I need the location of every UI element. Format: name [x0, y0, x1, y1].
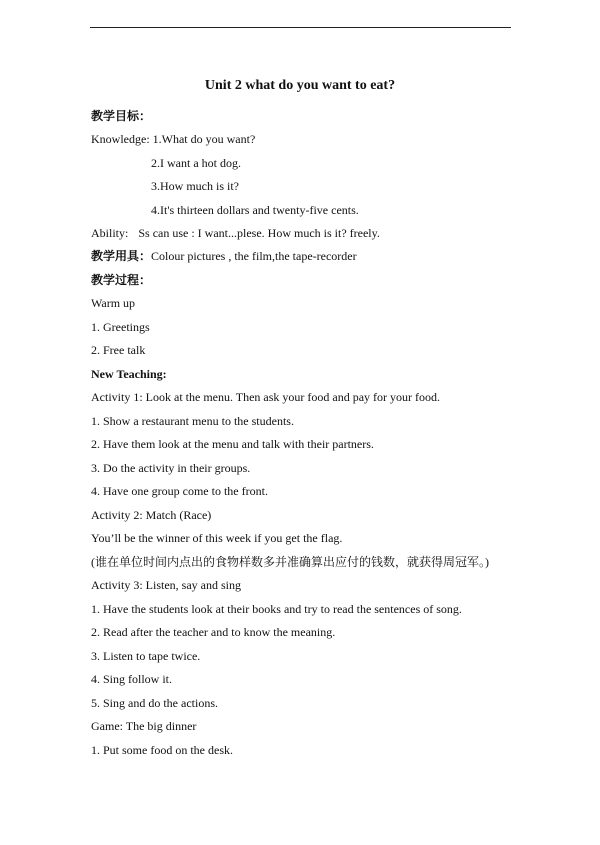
- tools-text: Colour pictures , the film,the tape-recorder: [151, 249, 357, 263]
- activity3-step-4: 4. Sing follow it.: [91, 672, 173, 686]
- knowledge-label: Knowledge:: [91, 132, 150, 146]
- activity1-step-4: 4. Have one group come to the front.: [91, 484, 268, 498]
- activity1-step-2: 2. Have them look at the menu and talk with their partners.: [91, 437, 374, 451]
- game-title: Game: The big dinner: [91, 719, 197, 733]
- document-title: Unit 2 what do you want to eat?: [204, 78, 396, 93]
- knowledge-item-4: 4.It's thirteen dollars and twenty-five cents.: [151, 203, 359, 217]
- knowledge-line-1: [91, 132, 255, 146]
- ability-label: Ability:: [91, 226, 129, 240]
- tools-line: [91, 249, 357, 263]
- ability-text: Ss can use : I want...plese. How much is it? freely.: [138, 226, 380, 240]
- objectives-heading: 教学目标：: [91, 109, 152, 123]
- activity1-step-1: 1. Show a restaurant menu to the students.: [91, 414, 294, 428]
- activity3-step-3: 3. Listen to tape twice.: [91, 649, 201, 663]
- warm-up-item-2: 2. Free talk: [91, 343, 146, 357]
- activity2-line-1: You’ll be the winner of this week if you get the flag.: [91, 531, 343, 545]
- ability-line: [91, 226, 380, 240]
- activity2-title: Activity 2: Match (Race): [91, 508, 212, 522]
- knowledge-item-1: 1.What do you want?: [152, 132, 256, 146]
- activity3-title: Activity 3: Listen, say and sing: [91, 578, 241, 592]
- activity3-step-2: 2. Read after the teacher and to know the meaning.: [91, 625, 336, 639]
- activity1-step-3: 3. Do the activity in their groups.: [91, 461, 251, 475]
- activity1-title: Activity 1: Look at the menu. Then ask your food and pay for your food.: [91, 390, 441, 404]
- header-rule: [90, 27, 511, 28]
- warm-up-title: Warm up: [91, 296, 136, 310]
- activity2-line-2: (谁在单位时间内点出的食物样数多并准确算出应付的钱数，就获得周冠军。): [91, 555, 489, 569]
- activity3-step-1: 1. Have the students look at their books and try to read the sentences of song.: [91, 602, 462, 616]
- tools-heading: 教学用具：: [91, 249, 152, 263]
- new-teaching-heading: New Teaching:: [91, 367, 167, 381]
- game-step-1: 1. Put some food on the desk.: [91, 743, 233, 757]
- process-heading: 教学过程：: [91, 273, 152, 287]
- knowledge-item-3: 3.How much is it?: [151, 179, 239, 193]
- warm-up-item-1: 1. Greetings: [91, 320, 150, 334]
- activity3-step-5: 5. Sing and do the actions.: [91, 696, 218, 710]
- knowledge-item-2: 2.I want a hot dog.: [151, 156, 241, 170]
